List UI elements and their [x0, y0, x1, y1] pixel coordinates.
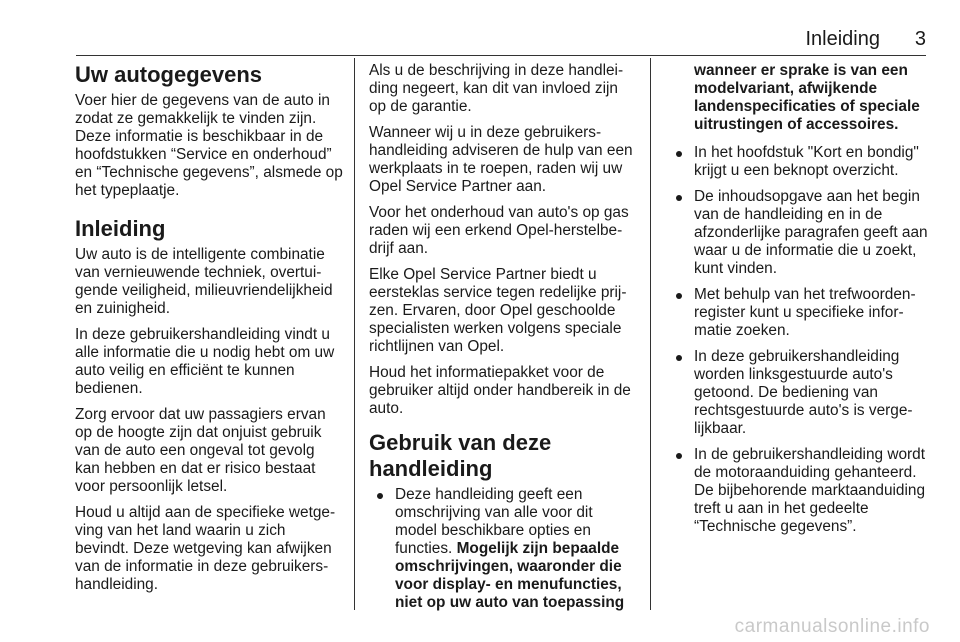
bullet-text: De inhoudsopgave aan het begin van de handleiding en in de afzonderlijke paragrafen geeft aan waar u de informatie die u zoekt, kunt vinden. — [694, 188, 928, 277]
page-header — [76, 28, 926, 56]
list-item-continuation — [668, 62, 930, 134]
heading-inleiding: Inleiding — [75, 216, 166, 241]
column-2 — [369, 62, 637, 620]
paragraph-autogegevens: Voer hier de gegevens van de auto in zodat ze gemakkelijk te vinden zijn. Deze informatie is beschikbaar in de hoofdstukken “Service en onderhoud” en “Technische gegevens”, alsmede op het typeplaatje. — [75, 92, 343, 199]
list-item — [668, 144, 930, 180]
page-number: 3 — [914, 28, 926, 50]
paragraph: Wanneer wij u in deze gebruikershandleiding adviseren de hulp van een werkplaats in te roepen, raden wij uw Opel Service Partner aan. — [369, 124, 633, 195]
column-1 — [75, 62, 343, 602]
bullet-icon — [377, 493, 383, 499]
bullet-text: In het hoofdstuk "Kort en bondig" krijgt u een beknopt overzicht. — [694, 144, 919, 179]
column-3 — [668, 62, 930, 544]
list-item — [668, 446, 930, 536]
list-item — [369, 486, 637, 612]
column-divider-1 — [354, 58, 355, 610]
column-divider-2 — [650, 58, 651, 610]
bullet-text-bold: Mogelijk zijn bepaalde omschrijvingen, waaronder die voor display- en menufuncties, niet op uw auto van toepassing — [395, 540, 625, 611]
bullet-list — [668, 62, 930, 536]
bullet-icon — [676, 293, 682, 299]
paragraph: Houd u altijd aan de specifieke wetgeving van het land waarin u zich bevindt. Deze wetgeving kan afwijken van de informatie in deze gebruikershandleiding. — [75, 504, 336, 593]
paragraph: Uw auto is de intelligente combinatie van vernieuwende techniek, overtuigende veiligheid, milieuvriendelijkheid en zuinigheid. — [75, 246, 333, 317]
bullet-icon — [676, 151, 682, 157]
paragraph: Elke Opel Service Partner biedt u eersteklas service tegen redelijke prijzen. Ervaren, door Opel geschoolde specialisten werken volgens speciale richtlijnen van Opel. — [369, 266, 627, 355]
bullet-text: Deze handleiding geeft een omschrijving van alle voor dit model beschikbare opties en functies. — [395, 486, 593, 557]
header-rule — [76, 55, 926, 56]
paragraph: Zorg ervoor dat uw passagiers ervan op de hoogte zijn dat onjuist gebruik van de auto een ongeval tot gevolg kan hebben en dat er risico bestaat voor persoonlijk letsel. — [75, 406, 326, 495]
heading-autogegevens: Uw autogegevens — [75, 62, 263, 87]
list-item — [668, 188, 930, 278]
bullet-list — [369, 486, 637, 612]
watermark: carmanualsonline.info — [734, 616, 930, 637]
bullet-text: In deze gebruikershandleiding worden linksgestuurde auto's getoond. De bediening van rechtsgestuurde auto's is vergelijkbaar. — [694, 348, 913, 437]
paragraph: Voor het onderhoud van auto's op gas raden wij een erkend Opel-herstelbedrijf aan. — [369, 204, 629, 257]
bullet-text: Met behulp van het trefwoordenregister kunt u specifieke informatie zoeken. — [694, 286, 916, 339]
bullet-text: In de gebruikershandleiding wordt de motoraanduiding gehanteerd. De bijbehorende marktaanduiding treft u aan in het gedeelte “Technische gegevens”. — [694, 446, 926, 535]
paragraph: Houd het informatiepakket voor de gebruiker altijd onder handbereik in de auto. — [369, 364, 631, 417]
bullet-icon — [676, 355, 682, 361]
bullet-icon — [676, 195, 682, 201]
paragraph: Als u de beschrijving in deze handleiding negeert, kan dit van invloed zijn op de garantie. — [369, 62, 624, 115]
list-item — [668, 286, 930, 340]
heading-gebruik: Gebruik van deze handleiding — [369, 430, 552, 481]
running-title: Inleiding — [805, 28, 880, 50]
paragraph: In deze gebruikershandleiding vindt u alle informatie die u nodig hebt om uw auto veilig en efficiënt te kunnen bedienen. — [75, 326, 335, 397]
list-item — [668, 348, 930, 438]
bullet-text-bold: wanneer er sprake is van een modelvariant, afwijkende landenspecificaties of speciale uitrustingen of accessoires. — [694, 62, 920, 133]
bullet-icon — [676, 453, 682, 459]
